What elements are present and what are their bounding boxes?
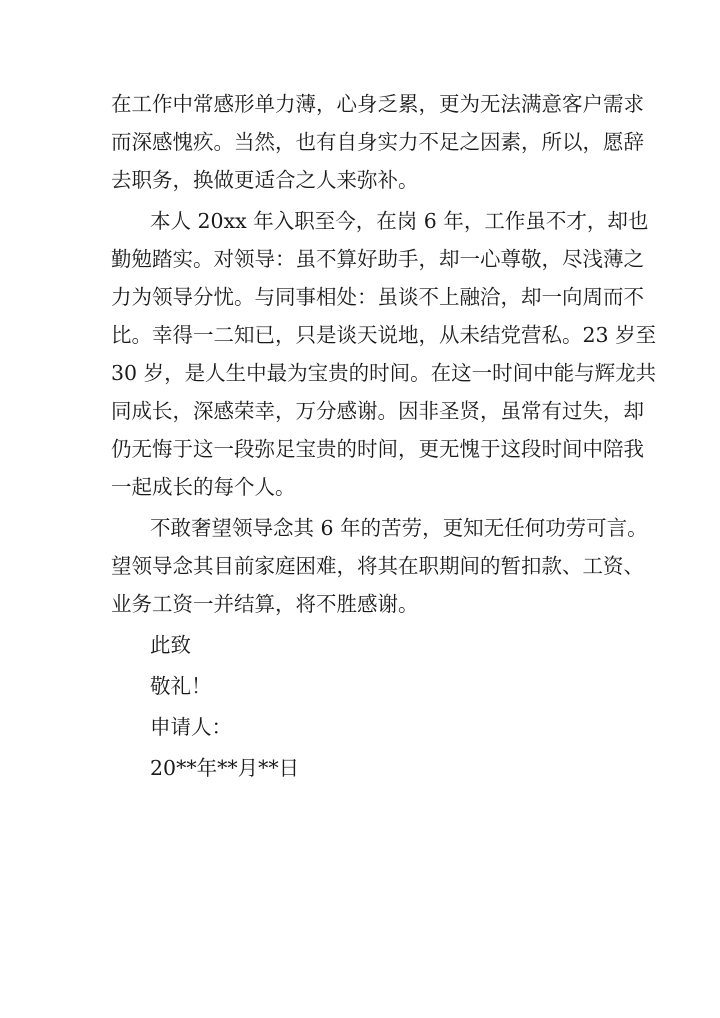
- paragraph-line: 而深感愧疚。当然，也有自身实力不足之因素，所以，愿辞: [111, 130, 644, 154]
- paragraph-1: [111, 85, 644, 199]
- paragraph-line: 比。幸得一二知已，只是谈天说地，从未结党营私。23 岁至: [111, 323, 657, 347]
- paragraph-line: 仍无悔于这一段弥足宝贵的时间，更无愧于这段时间中陪我: [111, 437, 644, 461]
- paragraph-line: 力为领导分忧。与同事相处：虽谈不上融洽，却一向周而不: [111, 285, 644, 309]
- letter-body: [111, 85, 657, 787]
- paragraph-line: 在工作中常感形单力薄，心身乏累，更为无法满意客户需求: [111, 92, 644, 116]
- paragraph-line: 去职务，换做更适合之人来弥补。: [111, 168, 419, 192]
- paragraph-line: 30 岁，是人生中最为宝贵的时间。在这一时间中能与辉龙共: [111, 361, 657, 385]
- salute-text: 敬礼！: [150, 674, 212, 698]
- paragraph-2: [111, 202, 657, 506]
- paragraph-line: 业务工资一并结算，将不胜感谢。: [111, 592, 419, 616]
- date-text: 20**年**月**日: [150, 756, 300, 780]
- paragraph-line: 不敢奢望领导念其 6 年的苦劳，更知无任何功劳可言。: [150, 516, 648, 540]
- paragraph-line: 一起成长的每个人。: [111, 475, 296, 499]
- paragraph-line: 勤勉踏实。对领导：虽不算好助手，却一心尊敬，尽浅薄之: [111, 247, 644, 271]
- paragraph-line: 望领导念其目前家庭困难，将其在职期间的暂扣款、工资、: [111, 554, 644, 578]
- paragraph-line: 同成长，深感荣幸，万分感谢。因非圣贤，虽常有过失，却: [111, 399, 644, 423]
- paragraph-3: [111, 509, 648, 623]
- paragraph-line: 本人 20xx 年入职至今，在岗 6 年，工作虽不才，却也: [150, 209, 649, 233]
- applicant-label: 申请人：: [150, 715, 232, 739]
- closing-text: 此致: [150, 633, 191, 657]
